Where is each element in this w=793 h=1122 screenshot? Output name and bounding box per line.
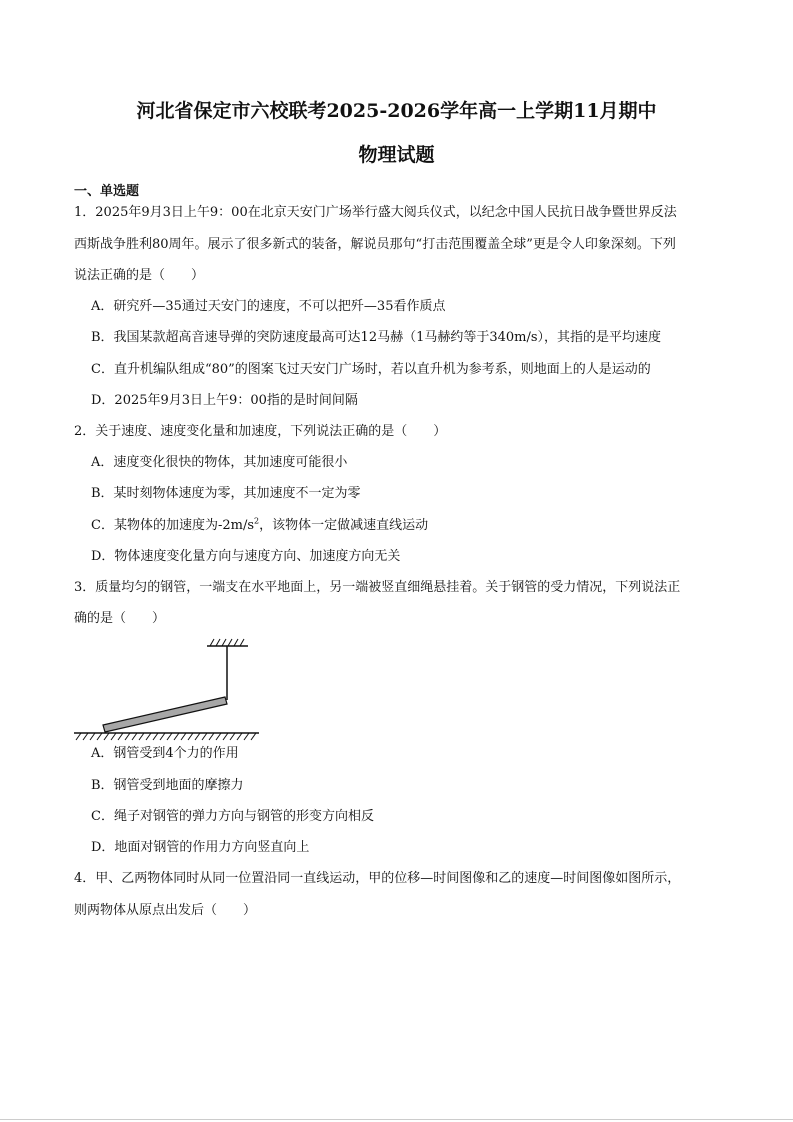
- q3-option-d: D．地面对钢管的作用力方向竖直向上: [91, 840, 310, 855]
- q1-option-d: D．2025年9月3日上午9：00指的是时间间隔: [91, 393, 358, 408]
- q3-option-b: B．钢管受到地面的摩擦力: [91, 778, 244, 793]
- q1-option-a: A．研究歼—35通过天安门的速度，不可以把歼—35看作质点: [91, 299, 446, 314]
- q1-option-b: B．我国某款超高音速导弹的突防速度最高可达12马赫（1马赫约等于340m/s），其指的是平均速度: [91, 330, 662, 345]
- q3-option-c: C．绳子对钢管的弹力方向与钢管的形变方向相反: [91, 809, 374, 824]
- ground-surface-icon: [74, 733, 259, 740]
- q2-stem: 2．关于速度、速度变化量和加速度，下列说法正确的是（ ）: [74, 424, 447, 439]
- q3-stem-line-1: 3．质量均匀的钢管，一端支在水平地面上，另一端被竖直细绳悬挂着。关于钢管的受力情况，下列说法正: [74, 580, 681, 595]
- q2-option-c-exponent: 2: [254, 516, 260, 526]
- q1-option-c: C．直升机编队组成“80”的图案飞过天安门广场时，若以直升机为参考系，则地面上的人是运动的: [91, 362, 651, 377]
- q4-stem-line-2: 则两物体从原点出发后（ ）: [74, 903, 257, 918]
- q1-stem-line-1: 1．2025年9月3日上午9：00在北京天安门广场举行盛大阅兵仪式，以纪念中国人民抗日战争暨世界反法: [74, 205, 677, 220]
- q2-option-a: A．速度变化很快的物体，其加速度可能很小: [91, 455, 348, 470]
- q2-option-b: B．某时刻物体速度为零，其加速度不一定为零: [91, 486, 361, 501]
- q3-stem-line-2: 确的是（ ）: [74, 611, 166, 626]
- q1-stem-line-3: 说法正确的是（ ）: [74, 268, 205, 283]
- q2-option-d: D．物体速度变化量方向与速度方向、加速度方向无关: [91, 549, 401, 564]
- q1-stem-line-2: 西斯战争胜利80周年。展示了很多新式的装备，解说员那句“打击范围覆盖全球”更是令人印象深刻。下列: [74, 237, 676, 252]
- q2-option-c-text: C．某物体的加速度为-2m/s: [91, 518, 254, 533]
- ceiling-support-icon: [207, 639, 248, 646]
- section-heading: 一、单选题: [74, 184, 140, 199]
- q2-option-c: [91, 518, 428, 534]
- q3-option-a: A．钢管受到4个力的作用: [91, 746, 239, 761]
- steel-pipe-figure: [74, 636, 264, 746]
- exam-title: 河北省保定市六校联考2025-2026学年高一上学期11月期中: [136, 100, 657, 122]
- steel-pipe: [103, 697, 227, 732]
- q2-option-c-rest: ，该物体一定做减速直线运动: [259, 518, 429, 533]
- exam-subtitle: 物理试题: [358, 144, 435, 166]
- page-bottom-rule: [0, 1119, 793, 1120]
- q4-stem-line-1: 4．甲、乙两物体同时从同一位置沿同一直线运动，甲的位移—时间图像和乙的速度—时间图像如图所示，: [74, 871, 681, 886]
